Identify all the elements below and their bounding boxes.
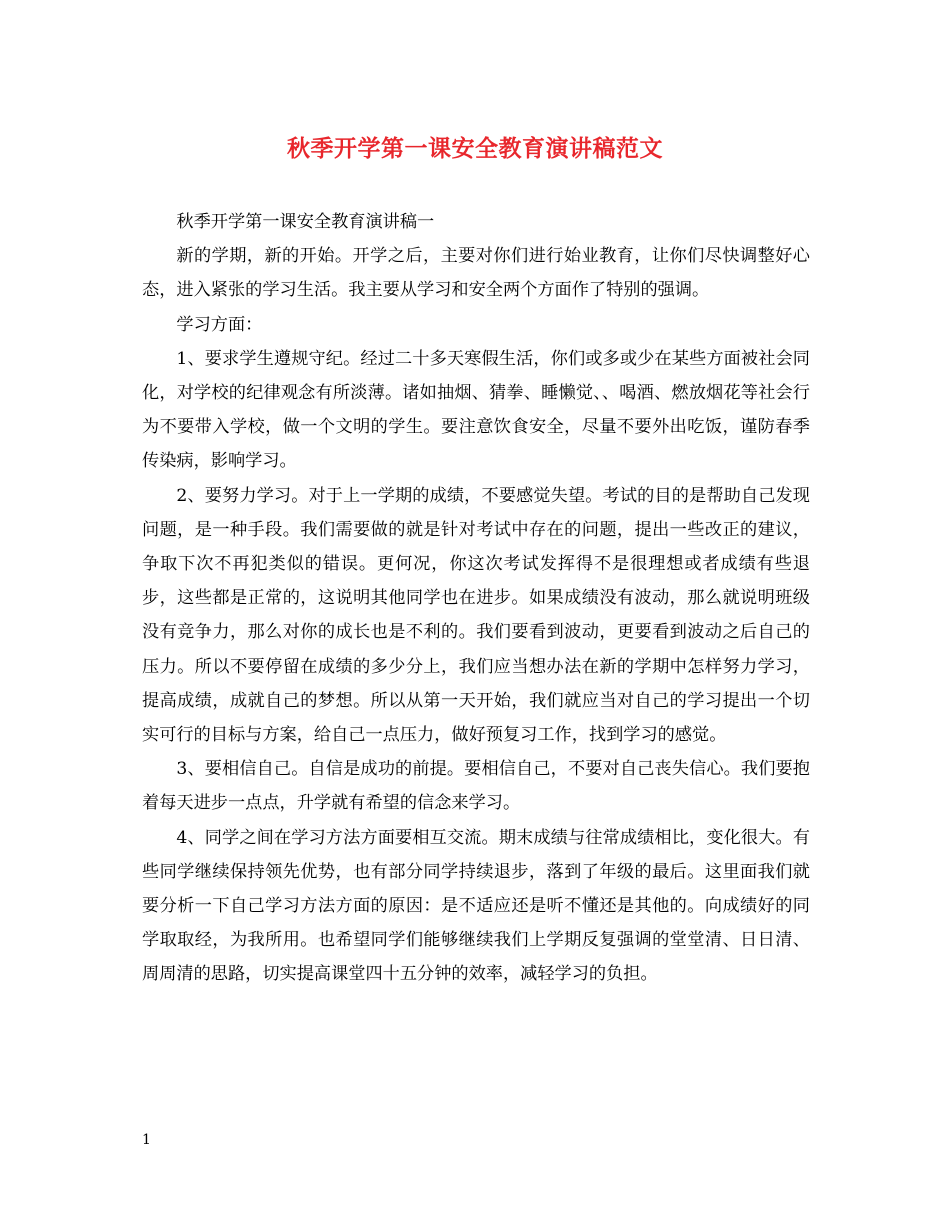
paragraph-point-4: 4、同学之间在学习方法方面要相互交流。期末成绩与往常成绩相比，变化很大。有些同学继续保持领先优势，也有部分同学持续退步，落到了年级的最后。这里面我们就要分析一下自己学习方法方面的原因：是不适应还是听不懂还是其他的。向成绩好的同学取取经，为我所用。也希望同学们能够继续我们上学期反复强调的堂堂清、日日清、周周清的思路，切实提高课堂四十五分钟的效率，减轻学习的负担。: [142, 827, 810, 985]
paragraph-point-2: 2、要努力学习。对于上一学期的成绩，不要感觉失望。考试的目的是帮助自己发现问题，是一种手段。我们需要做的就是针对考试中存在的问题，提出一些改正的建议，争取下次不再犯类似的错误。更何况，你这次考试发挥得不是很理想或者成绩有些退步，这些都是正常的，这说明其他同学也在进步。如果成绩没有波动，那么就说明班级没有竞争力，那么对你的成长也是不利的。我们要看到波动，更要看到波动之后自己的压力。所以不要停留在成绩的多少分上，我们应当想办法在新的学期中怎样努力学习，提高成绩，成就自己的梦想。所以从第一天开始，我们就应当对自己的学习提出一个切实可行的目标与方案，给自己一点压力，做好预复习工作，找到学习的感觉。: [142, 485, 810, 746]
paragraph-intro: 新的学期，新的开始。开学之后，主要对你们进行始业教育，让你们尽快调整好心态，进入紧张的学习生活。我主要从学习和安全两个方面作了特别的强调。: [142, 246, 810, 301]
document-body: [142, 205, 810, 992]
document-title: 秋季开学第一课安全教育演讲稿范文: [287, 135, 663, 162]
paragraph-subtitle: 秋季开学第一课安全教育演讲稿一: [176, 212, 435, 232]
paragraph-point-1: 1、要求学生遵规守纪。经过二十多天寒假生活，你们或多或少在某些方面被社会同化，对学校的纪律观念有所淡薄。诸如抽烟、猜拳、睡懒觉、、喝酒、燃放烟花等社会行为不要带入学校，做一个文明的学生。要注意饮食安全，尽量不要外出吃饭，谨防春季传染病，影响学习。: [142, 348, 810, 472]
paragraph-point-3: 3、要相信自己。自信是成功的前提。要相信自己，不要对自己丧失信心。我们要抱着每天进步一点点，升学就有希望的信念来学习。: [142, 759, 810, 814]
page-number: 1: [142, 1132, 151, 1148]
paragraph-section-heading: 学习方面：: [176, 314, 263, 335]
